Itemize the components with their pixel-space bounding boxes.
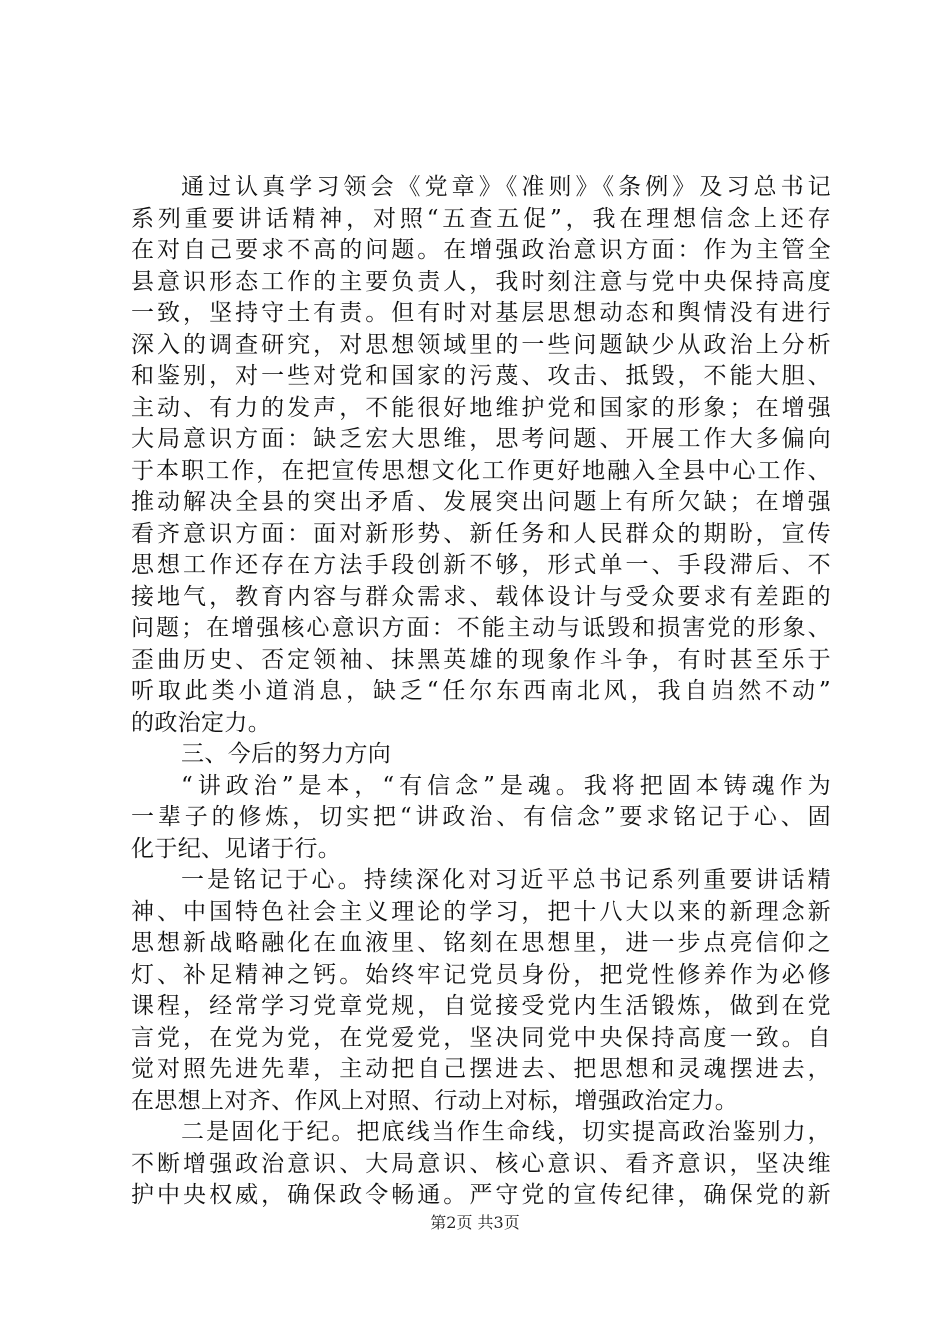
text-line: 看齐意识方面：面对新形势、新任务和人民群众的期盼，宣传 — [131, 520, 831, 547]
text-line: 大局意识方面：缺乏宏大思维，思考问题、开展工作大多偏向 — [131, 426, 831, 452]
text-line: 问题；在增强核心意识方面：不能主动与诋毁和损害党的形象、 — [131, 615, 831, 641]
text-line: 县意识形态工作的主要负责人，我时刻注意与党中央保持高度 — [131, 268, 831, 295]
page-number-footer: 第2页 共3页 — [430, 1213, 520, 1232]
text-line: 推动解决全县的突出矛盾、发展突出问题上有所欠缺；在增强 — [131, 489, 831, 515]
text-line: 不断增强政治意识、大局意识、核心意识、看齐意识，坚决维 — [131, 1150, 831, 1177]
text-line: 思想工作还存在方法手段创新不够，形式单一、手段滞后、不 — [131, 552, 831, 578]
text-line: 一是铭记于心。持续深化对习近平总书记系列重要讲话精 — [181, 867, 831, 893]
text-line: 化于纪、见诸于行。 — [131, 835, 342, 862]
document-body — [131, 172, 831, 1212]
text-line: 二是固化于纪。把底线当作生命线，切实提高政治鉴别力， — [181, 1119, 831, 1145]
text-line: 听取此类小道消息，缺乏“任尔东西南北风，我自岿然不动” — [131, 678, 831, 704]
text-line: 灯、补足精神之钙。始终牢记党员身份，把党性修养作为必修 — [131, 961, 831, 988]
text-line: 思想新战略融化在血液里、铭刻在思想里，进一步点亮信仰之 — [131, 930, 831, 956]
text-line: 在对自己要求不高的问题。在增强政治意识方面：作为主管全 — [131, 237, 831, 263]
text-line: 和鉴别，对一些对党和国家的污蔑、攻击、抵毁，不能大胆、 — [131, 363, 831, 389]
text-line: 深入的调查研究，对思想领域里的一些问题缺少从政治上分析 — [131, 331, 831, 358]
section-heading: 三、今后的努力方向 — [181, 741, 392, 767]
text-line: 护中央权威，确保政令畅通。严守党的宣传纪律，确保党的新 — [131, 1182, 831, 1208]
text-line: “讲政治”是本，“有信念”是魂。我将把固本铸魂作为 — [181, 772, 831, 799]
text-line: 神、中国特色社会主义理论的学习，把十八大以来的新理念新 — [131, 898, 831, 925]
text-line: 一致，坚持守土有责。但有时对基层思想动态和舆情没有进行 — [131, 300, 831, 326]
text-line: 的政治定力。 — [131, 709, 272, 736]
text-line: 于本职工作，在把宣传思想文化工作更好地融入全县中心工作、 — [131, 457, 831, 484]
text-line: 接地气，教育内容与群众需求、载体设计与受众要求有差距的 — [131, 583, 831, 610]
text-line: 课程，经常学习党章党规，自觉接受党内生活锻炼，做到在党 — [131, 993, 831, 1019]
text-line: 歪曲历史、否定领袖、抹黑英雄的现象作斗争，有时甚至乐于 — [131, 646, 831, 673]
text-line: 系列重要讲话精神，对照“五查五促”，我在理想信念上还存 — [131, 205, 831, 232]
text-line: 通过认真学习领会《党章》《准则》《条例》及习总书记 — [181, 174, 831, 200]
text-line: 言党，在党为党，在党爱党，坚决同党中央保持高度一致。自 — [131, 1024, 831, 1051]
text-line: 主动、有力的发声，不能很好地维护党和国家的形象；在增强 — [131, 394, 831, 421]
text-line: 一辈子的修炼，切实把“讲政治、有信念”要求铭记于心、固 — [131, 804, 831, 830]
text-line: 觉对照先进先辈，主动把自己摆进去、把思想和灵魂摆进去， — [131, 1056, 831, 1082]
text-line: 在思想上对齐、作风上对照、行动上对标，增强政治定力。 — [131, 1087, 739, 1114]
